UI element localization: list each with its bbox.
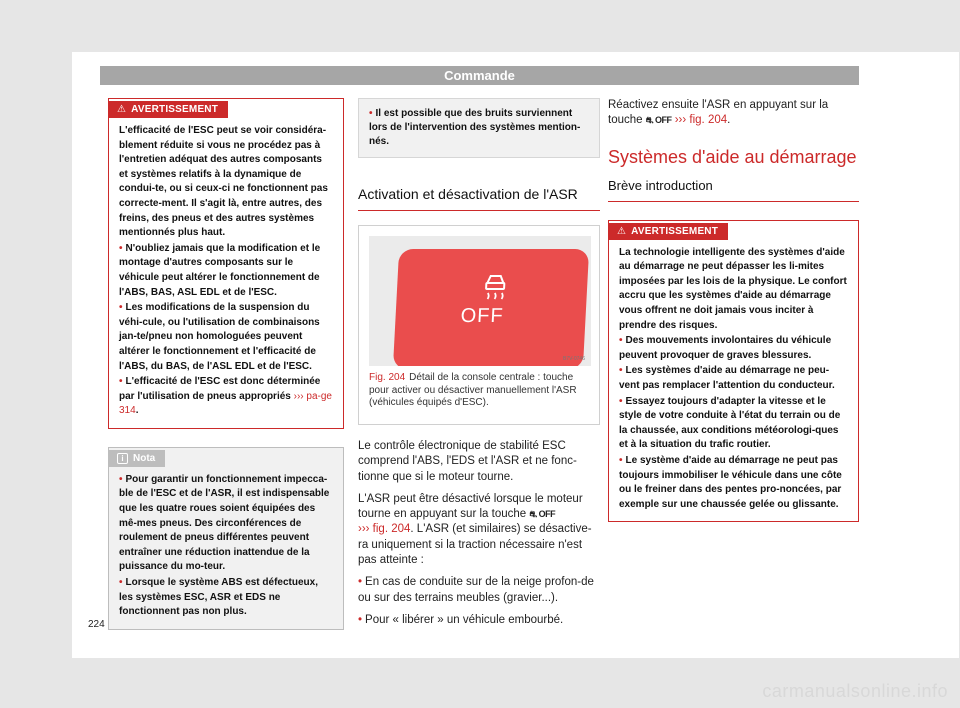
reactivate-text [608,98,859,129]
asr-text [358,439,600,628]
warning-bullet: • L'efficacité de l'ESC est donc déterminée par l'utilisation de pneus appropriés ››› pa-ge 314. [119,376,332,417]
warning-triangle-icon: ⚠ [617,225,627,237]
bullet-icon: • [119,302,123,314]
continued-warning-box: • Il est possible que des bruits surviennent lors de l'intervention des systèmes mention-nés. [358,98,600,158]
paragraph: Le contrôle électronique de stabilité ESC comprend l'ABS, l'EDS et l'ASR et ne fonc-tionne que si le moteur tourne. [358,440,577,483]
warning-intro: La technologie intelligente des systèmes d'aide au démarrage ne peut dépasser les li-mites imposées par les lois de la physique. Le confort accru que les systèmes d'aide au démarrage vous offrent ne doit jamais vous inciter à prendre des risques. [619,246,847,331]
page-reference-link[interactable]: ››› pa-ge 314 [119,390,332,417]
paragraph: L'ASR peut être désactivé lorsque le moteur tourne en appuyant sur la touche ⛐ OFF ››› fig. 204. L'ASR (et similaires) se désactive-ra uniquement si la traction nécessaire n'est pas atteinte : [358,492,592,567]
chapter-title: Systèmes d'aide au démarrage [608,146,857,167]
warning-bullet: • Le système d'aide au démarrage ne peut pas toujours immobiliser le véhicule dans une côte ou le freiner dans des pentes pro-noncées, par exemple sur une chaussée gelée ou glissante. [619,454,842,510]
bullet-icon: • [358,576,363,589]
warning-title: ⚠ AVERTISSEMENT [109,101,228,118]
bullet-icon: • [619,395,623,407]
figure-reference-link[interactable]: ››› fig. 204 [358,523,411,536]
figure-label: Fig. 204 [369,372,406,383]
bullet-icon: • [619,454,623,466]
note-bullet: • Lorsque le système ABS est défectueux, les systèmes ESC, ASR et EDS ne fonctionnent pas non plus. [119,577,318,618]
bullet-icon: • [119,376,123,388]
asr-off-button-image [393,249,589,366]
bullet-icon: • [369,108,373,119]
note-bullet: • Pour garantir un fonctionnement impecca-ble de l'ESC et de l'ASR, il est indispensable que les quatre roues soient équipées des mê-mes pneus. Des circonférences de roulement de pneus différentes peuvent entraîner une réduction inattendue de la puissance du mo-teur. [119,473,330,573]
warning-bullet: • Les systèmes d'aide au démarrage ne peu-vent pas remplacer l'attention du conducteur. [619,365,835,391]
figure-caption: Fig. 204 Détail de la console centrale : touche pour activer ou désactiver manuellement l'ASR (véhicules équipés d'ESC). [369,372,577,408]
figure-code: B7V-0746 [563,356,585,362]
bullet-icon: • [358,613,363,626]
column-right [608,98,859,522]
warning-bullet: • Les modifications de la suspension du véhi-cule, ou l'utilisation de combinaisons jan-te/pneu non homologuées peuvent altérer le fonctionnement et l'efficacité de l'ABS, du BAS, de l'ASL EDL et de l'ESC. [119,302,320,372]
list-item: • Pour « libérer » un véhicule embourbé. [358,613,564,626]
warning-title: ⚠ AVERTISSEMENT [609,223,728,240]
page-number: 224 [88,619,105,630]
traction-control-icon [478,269,512,301]
note-box [108,447,344,630]
figure-204 [358,225,600,425]
section-title-intro: Brève introduction [608,178,859,202]
warning-body [109,118,343,428]
warning-body [609,240,858,522]
list-item: • En cas de conduite sur de la neige profon-de ou sur des terrains meubles (gravier...). [358,576,594,604]
note-title: i Nota [109,450,165,467]
warning-bullet: • Des mouvements involontaires du véhicule peuvent provoquer de graves blessures. [619,335,832,361]
bullet-icon: • [119,473,123,485]
asr-off-inline-icon: ⛐ OFF [645,115,672,126]
page-header: Commande [100,66,859,85]
bullet-icon: • [119,577,123,589]
bullet-icon: • [119,242,123,254]
figure-reference-link[interactable]: ››› fig. 204 [674,114,728,127]
warning-intro: L'efficacité de l'ESC peut se voir considéra-blement réduite si vous ne procédez pas à l'entretien adéquat des autres composants et systèmes relatifs à la dynamique de condui-te, ou si ceux-ci ne fonctionnent pas correcte-ment. Il s'agit là, entre autres, des freins, des pneus et des autres systèmes mentionnés plus haut. [119,125,328,239]
paragraph: Réactivez ensuite l'ASR en appuyant sur la touche ⛐ OFF ››› fig. 204. [608,99,829,127]
column-middle [358,98,600,635]
note-body [109,467,343,629]
watermark: carmanualsonline.info [762,681,948,701]
figure-image [369,236,591,366]
off-label: OFF [460,305,505,327]
warning-triangle-icon: ⚠ [117,104,127,115]
bullet-icon: • [619,335,623,347]
warning-bullet: • Essayez toujours d'adapter la vitesse et le style de votre conduite à l'état du terrain ou de la chaussée, aux conditions météorologi-ques et à la situation du trafic routier. [619,395,841,451]
column-left [108,98,344,630]
asr-off-inline-icon: ⛐ OFF [529,509,556,520]
warning-box-esc [108,98,344,429]
warning-bullet: • N'oubliez jamais que la modification et le montage d'autres composants sur le véhicule peut altérer le fonctionnement de l'ABS, BAS, ASL EDL et de l'ESC. [119,242,321,298]
info-icon: i [117,453,128,464]
bullet-icon: • [619,365,623,377]
section-title-asr: Activation et désactivation de l'ASR [358,186,600,211]
warning-box-start-assist [608,220,859,523]
